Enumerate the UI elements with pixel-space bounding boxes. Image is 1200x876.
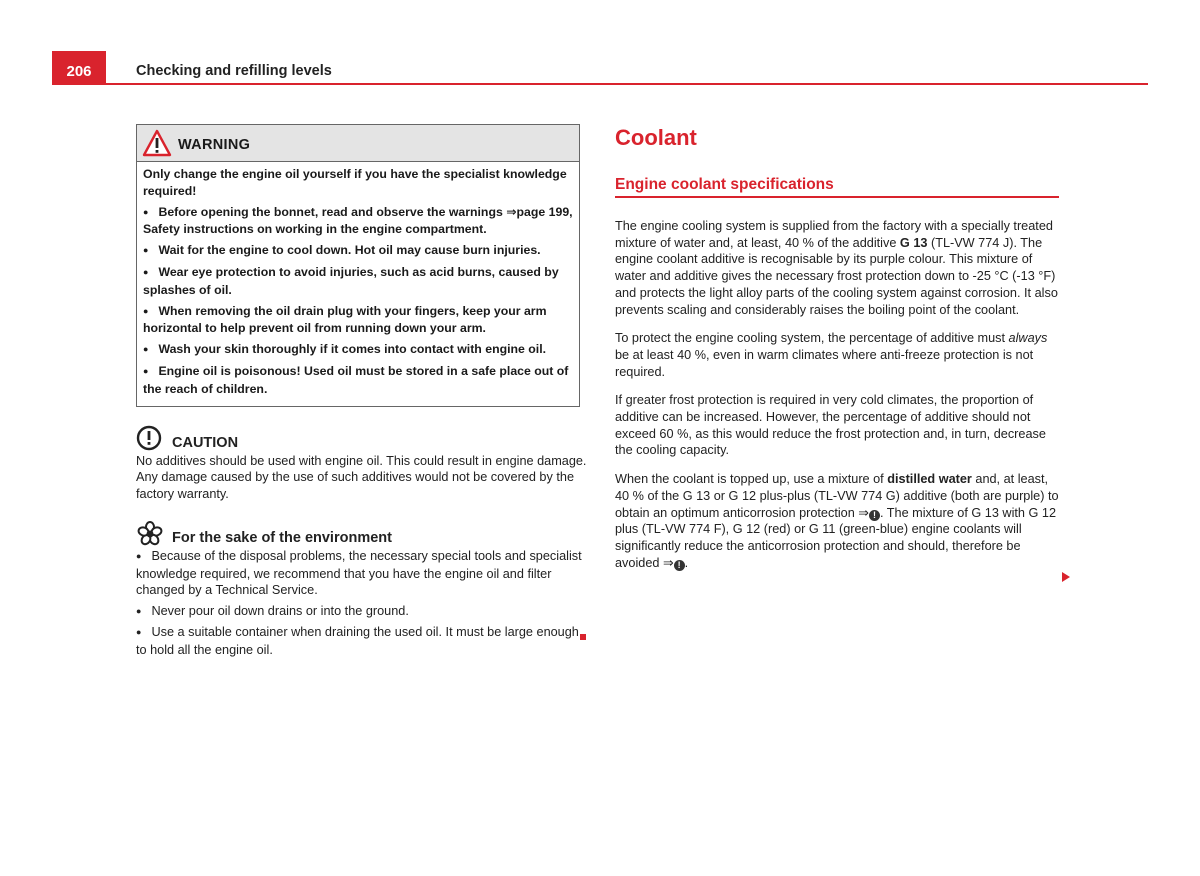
warning-header	[137, 125, 579, 162]
warning-triangle-icon	[142, 129, 172, 157]
caution-title: CAUTION	[172, 434, 239, 451]
subsection-heading	[615, 176, 1059, 198]
environment-title: For the sake of the environment	[172, 530, 392, 546]
caution-reference-icon[interactable]: !	[869, 510, 880, 521]
flower-icon	[136, 520, 164, 548]
environment-item: ● Use a suitable container when draining the used oil. It must be large enough to hold all the engine oil.	[136, 625, 579, 657]
warning-item: ● When removing the oil drain plug with your fingers, keep your arm horizontal to help prevent oil from running down your arm.	[143, 303, 573, 337]
left-column	[136, 124, 592, 662]
warning-item: ● Wait for the engine to cool down. Hot oil may cause burn injuries.	[143, 242, 573, 260]
header-rule	[52, 83, 1148, 85]
warning-item: ● Wash your skin thoroughly if it comes into contact with engine oil.	[143, 341, 573, 359]
paragraph: The engine cooling system is supplied from the factory with a specially treated mixture of water and, at least, 40 % of the additive G 13 (TL-VW 774 J). The engine coolant additive is recognisable by its purple colour. This mixture of water and additive gives the necessary frost protection down to -25 °C (-13 °F) and protects the light alloy parts of the cooling system against corrosion. It also prevents scaling and considerably raises the boiling point of the coolant.	[615, 219, 1058, 317]
subsection-title: Engine coolant specifications	[615, 176, 834, 193]
warning-title: WARNING	[178, 137, 251, 153]
section-title: Coolant	[615, 125, 697, 150]
caution-reference-icon[interactable]: !	[674, 560, 685, 571]
warning-item: ● Before opening the bonnet, read and observe the warnings ⇒page 199, Safety instructions on working in the engine compartment.	[143, 204, 573, 238]
paragraph: When the coolant is topped up, use a mixture of distilled water and, at least, 40 % of the G 13 or G 12 plus-plus (TL-VW 774 G) additive (both are purple) to obtain an optimum anticorrosion protection ⇒ ! . The mixture of G 13 with G 12 plus (TL-VW 774 F), G 12 (red) or G 11 (green-blue) engine coolants will significantly reduce the anticorrosion protection and should, therefore be avoided ⇒ ! .	[615, 472, 1059, 570]
environment-header	[136, 520, 592, 546]
paragraph: To protect the engine cooling system, the percentage of additive must always be at least 40 %, even in warm climates where anti-freeze protection is not required.	[615, 331, 1048, 379]
caution-text: No additives should be used with engine oil. This could result in engine damage. Any damage caused by the use of such additives would not be covered by the factory warranty.	[136, 453, 587, 501]
environment-item: ● Never pour oil down drains or into the ground.	[136, 603, 409, 618]
warning-box	[136, 124, 580, 407]
warning-item: ● Engine oil is poisonous! Used oil must be stored in a safe place out of the reach of children.	[143, 363, 573, 397]
paragraph: If greater frost protection is required in very cold climates, the proportion of additive can be increased. However, the percentage of additive should not exceed 60 %, as this would reduce the frost protection and, in turn, decrease the cooling capacity.	[615, 393, 1046, 458]
chapter-title: Checking and refilling levels	[136, 63, 332, 79]
page-number: 206	[52, 51, 106, 84]
caution-header	[136, 425, 592, 451]
page-header	[52, 51, 1148, 85]
continue-arrow-icon	[1062, 572, 1070, 582]
warning-intro: Only change the engine oil yourself if you have the specialist knowledge required!	[143, 167, 567, 198]
section-end-marker	[580, 634, 586, 640]
right-column	[615, 124, 1060, 583]
warning-body	[137, 162, 579, 406]
warning-item: ● Wear eye protection to avoid injuries, such as acid burns, caused by splashes of oil.	[143, 264, 573, 298]
caution-exclamation-icon	[136, 425, 162, 451]
environment-notice	[136, 520, 592, 658]
environment-item: ● Because of the disposal problems, the necessary special tools and specialist knowledge required, we recommend that you have the engine oil and filter changed by a Technical Service.	[136, 549, 582, 597]
caution-notice	[136, 425, 592, 503]
